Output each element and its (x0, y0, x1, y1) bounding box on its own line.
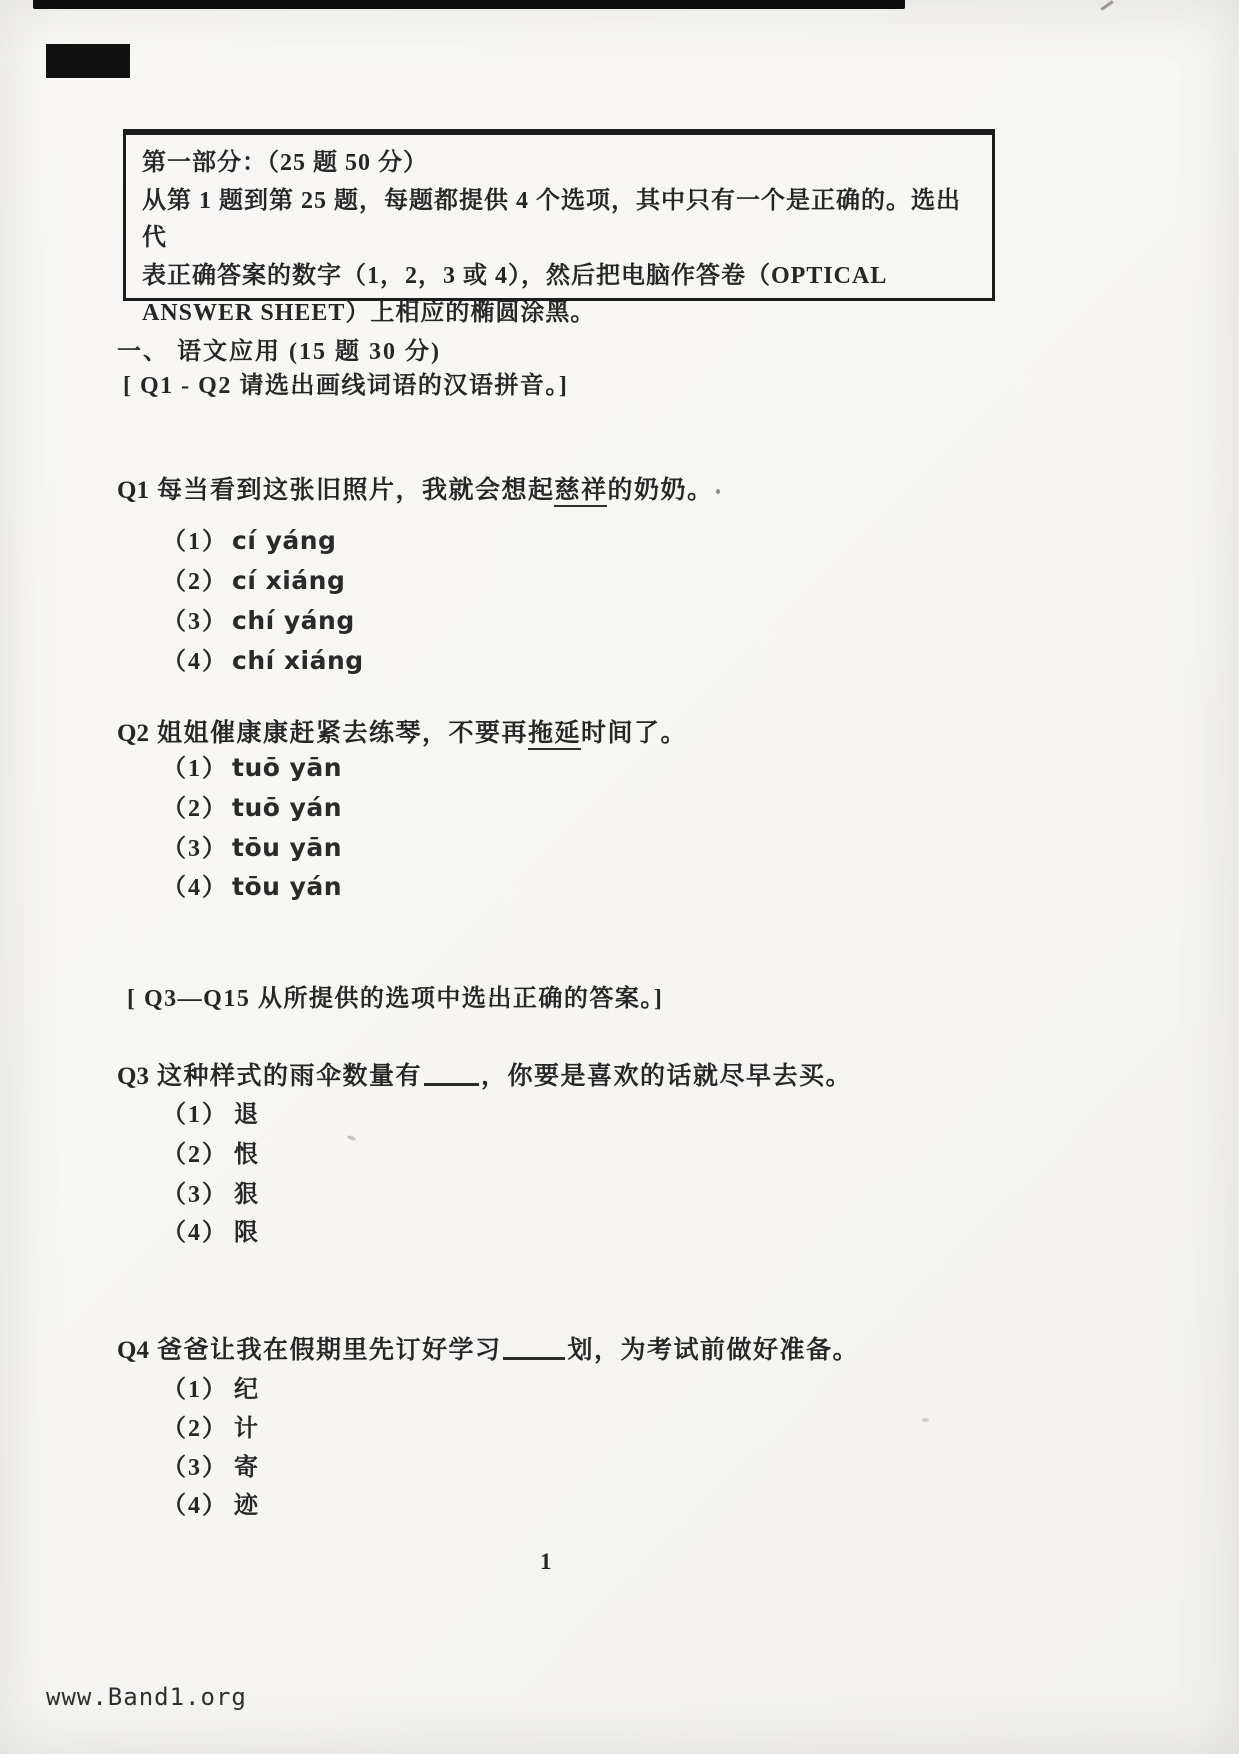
option-text: 寄 (234, 1455, 259, 1481)
q1-option-1 (162, 521, 336, 556)
q3-option-1 (162, 1094, 259, 1129)
option-text: 退 (234, 1102, 259, 1128)
q3-stem (117, 1056, 852, 1092)
option-number: （2） (162, 569, 228, 595)
scan-artifact-speck (347, 1135, 357, 1142)
q2-underlined-word: 拖延 (528, 720, 581, 750)
q2-stem-before: 姐姐催康康赶紧去练琴，不要再 (156, 720, 528, 747)
q2-option-3 (162, 828, 342, 863)
q1-option-4 (162, 641, 364, 676)
q2-stem-after: 时间了。 (580, 720, 687, 747)
option-text: cí yáng (232, 526, 337, 555)
q4-option-1 (162, 1369, 259, 1404)
option-text: tōu yān (232, 833, 343, 862)
option-number: （2） (162, 796, 228, 822)
q3-option-2 (162, 1134, 259, 1169)
q3-option-4 (162, 1212, 259, 1247)
scan-artifact-black-block (46, 44, 130, 78)
q1-option-2 (162, 561, 345, 596)
q4-label: Q4 (117, 1337, 149, 1364)
section-instruction-box (123, 129, 995, 326)
group-instruction-q1-q2: [ Q1 - Q2 请选出画线词语的汉语拼音。] (123, 373, 569, 399)
q4-option-3 (162, 1447, 259, 1482)
option-number: （4） (162, 875, 228, 901)
q1-option-3 (162, 601, 355, 636)
q2-option-4 (162, 867, 342, 902)
option-text: cí xiáng (232, 566, 346, 595)
q4-stem-after: 划，为考试前做好准备。 (567, 1337, 859, 1364)
group-instruction-q3-q15: [ Q3—Q15 从所提供的选项中选出正确的答案。] (127, 986, 664, 1012)
q3-stem-after: ，你要是喜欢的话就尽早去买。 (480, 1063, 852, 1090)
option-number: （3） (162, 1182, 228, 1208)
instruction-line-2: 从第 1 题到第 25 题，每题都提供 4 个选项，其中只有一个是正确的。选出代 (142, 187, 961, 251)
instruction-line-1: 第一部分：（25 题 50 分） (142, 150, 428, 176)
scan-artifact-speck (716, 489, 720, 494)
option-text: tuō yán (232, 793, 343, 822)
option-text: 恨 (234, 1142, 259, 1168)
option-number: （1） (162, 529, 228, 555)
watermark: www.Band1.org (46, 1683, 247, 1711)
option-text: chí yáng (232, 606, 355, 635)
scan-artifact-tick (1100, 0, 1113, 10)
scan-artifact-speck (922, 1418, 929, 1422)
q1-label: Q1 (117, 477, 149, 504)
q1-underlined-word: 慈祥 (554, 477, 607, 507)
q2-option-1 (162, 748, 342, 783)
fill-in-blank (503, 1353, 565, 1360)
option-number: （2） (162, 1142, 228, 1168)
option-number: （2） (162, 1416, 228, 1442)
option-text: tōu yán (232, 872, 343, 901)
option-text: chí xiáng (232, 646, 364, 675)
q1-stem-after: 的奶奶。 (607, 477, 714, 504)
page-number: 1 (540, 1549, 552, 1574)
q3-label: Q3 (117, 1063, 149, 1090)
option-number: （1） (162, 1377, 228, 1403)
section-heading: 一、 语文应用 (15 题 30 分) (117, 339, 441, 365)
instruction-line-3: 表正确答案的数字（1，2，3 或 4），然后把电脑作答卷（OPTICAL (142, 262, 888, 289)
q4-stem (117, 1330, 859, 1366)
option-number: （3） (162, 1455, 228, 1481)
option-number: （4） (162, 649, 228, 675)
option-number: （1） (162, 1102, 228, 1128)
option-text: tuō yān (232, 753, 343, 782)
option-text: 狠 (234, 1182, 259, 1208)
scan-artifact-top-bar (33, 0, 905, 9)
fill-in-blank (424, 1079, 479, 1086)
instruction-line-4: ANSWER SHEET）上相应的椭圆涂黑。 (142, 300, 596, 326)
q1-stem-before: 每当看到这张旧照片，我就会想起 (156, 477, 555, 504)
q2-label: Q2 (117, 720, 149, 747)
q4-stem-before: 爸爸让我在假期里先订好学习 (156, 1337, 502, 1364)
option-number: （4） (162, 1220, 228, 1246)
option-text: 纪 (234, 1377, 259, 1403)
q4-option-4 (162, 1485, 259, 1520)
option-text: 计 (234, 1416, 259, 1442)
option-text: 限 (234, 1220, 259, 1246)
option-number: （3） (162, 836, 228, 862)
q3-stem-before: 这种样式的雨伞数量有 (156, 1063, 422, 1090)
q2-stem (117, 713, 687, 749)
option-number: （3） (162, 609, 228, 635)
option-number: （1） (162, 756, 228, 782)
option-text: 迹 (234, 1493, 259, 1519)
q3-option-3 (162, 1174, 259, 1209)
q4-option-2 (162, 1408, 259, 1443)
option-number: （4） (162, 1493, 228, 1519)
q2-option-2 (162, 788, 342, 823)
q1-stem (117, 470, 714, 506)
